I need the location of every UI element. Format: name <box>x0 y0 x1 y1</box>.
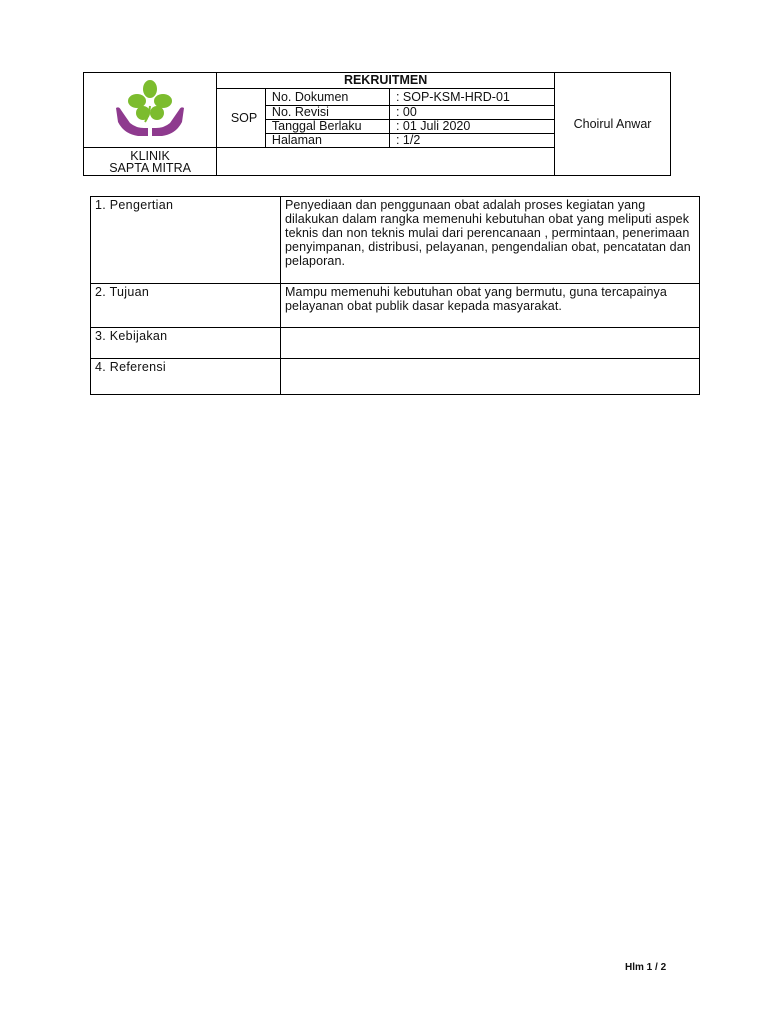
sop-content-table <box>90 196 700 395</box>
sop-header-table <box>83 72 671 176</box>
section-text <box>281 359 700 395</box>
clinic-name-line1: KLINIK <box>130 148 170 163</box>
section-label: 4. Referensi <box>91 359 281 395</box>
table-row <box>91 359 700 395</box>
section-label: 1. Pengertian <box>91 197 281 284</box>
doc-number-value: : SOP-KSM-HRD-01 <box>389 89 554 106</box>
header-blank-cell <box>217 148 555 176</box>
clinic-name <box>84 148 217 176</box>
effective-date-label: Tanggal Berlaku <box>265 120 389 134</box>
effective-date-value: : 01 Juli 2020 <box>389 120 554 134</box>
revision-value: : 00 <box>389 106 554 120</box>
doc-number-label: No. Dokumen <box>265 89 389 106</box>
signatory-name: Choirul Anwar <box>555 73 671 176</box>
table-row <box>91 284 700 328</box>
section-text: Penyediaan dan penggunaan obat adalah proses kegiatan yang dilakukan dalam rangka memenuhi kebutuhan obat yang meliputi aspek teknis dan non teknis mulai dari perencanaan , permintaan, penerimaan penyimpanan, distribusi, pelayanan, pengendalian obat, pencatatan dan pelaporan. <box>281 197 700 284</box>
revision-label: No. Revisi <box>265 106 389 120</box>
sop-label: SOP <box>217 89 266 148</box>
section-label: 2. Tujuan <box>91 284 281 328</box>
table-row <box>91 197 700 284</box>
page-value: : 1/2 <box>389 134 554 148</box>
section-text: Mampu memenuhi kebutuhan obat yang bermutu, guna tercapainya pelayanan obat publik dasar kepada masyarakat. <box>281 284 700 328</box>
logo-cell <box>84 73 217 148</box>
clinic-logo-icon <box>112 78 188 140</box>
table-row <box>91 328 700 359</box>
document-title: REKRUITMEN <box>217 73 555 89</box>
section-text <box>281 328 700 359</box>
page-label: Halaman <box>265 134 389 148</box>
section-label: 3. Kebijakan <box>91 328 281 359</box>
page-footer: Hlm 1 / 2 <box>625 962 667 973</box>
clinic-name-line2: SAPTA MITRA <box>109 160 191 175</box>
